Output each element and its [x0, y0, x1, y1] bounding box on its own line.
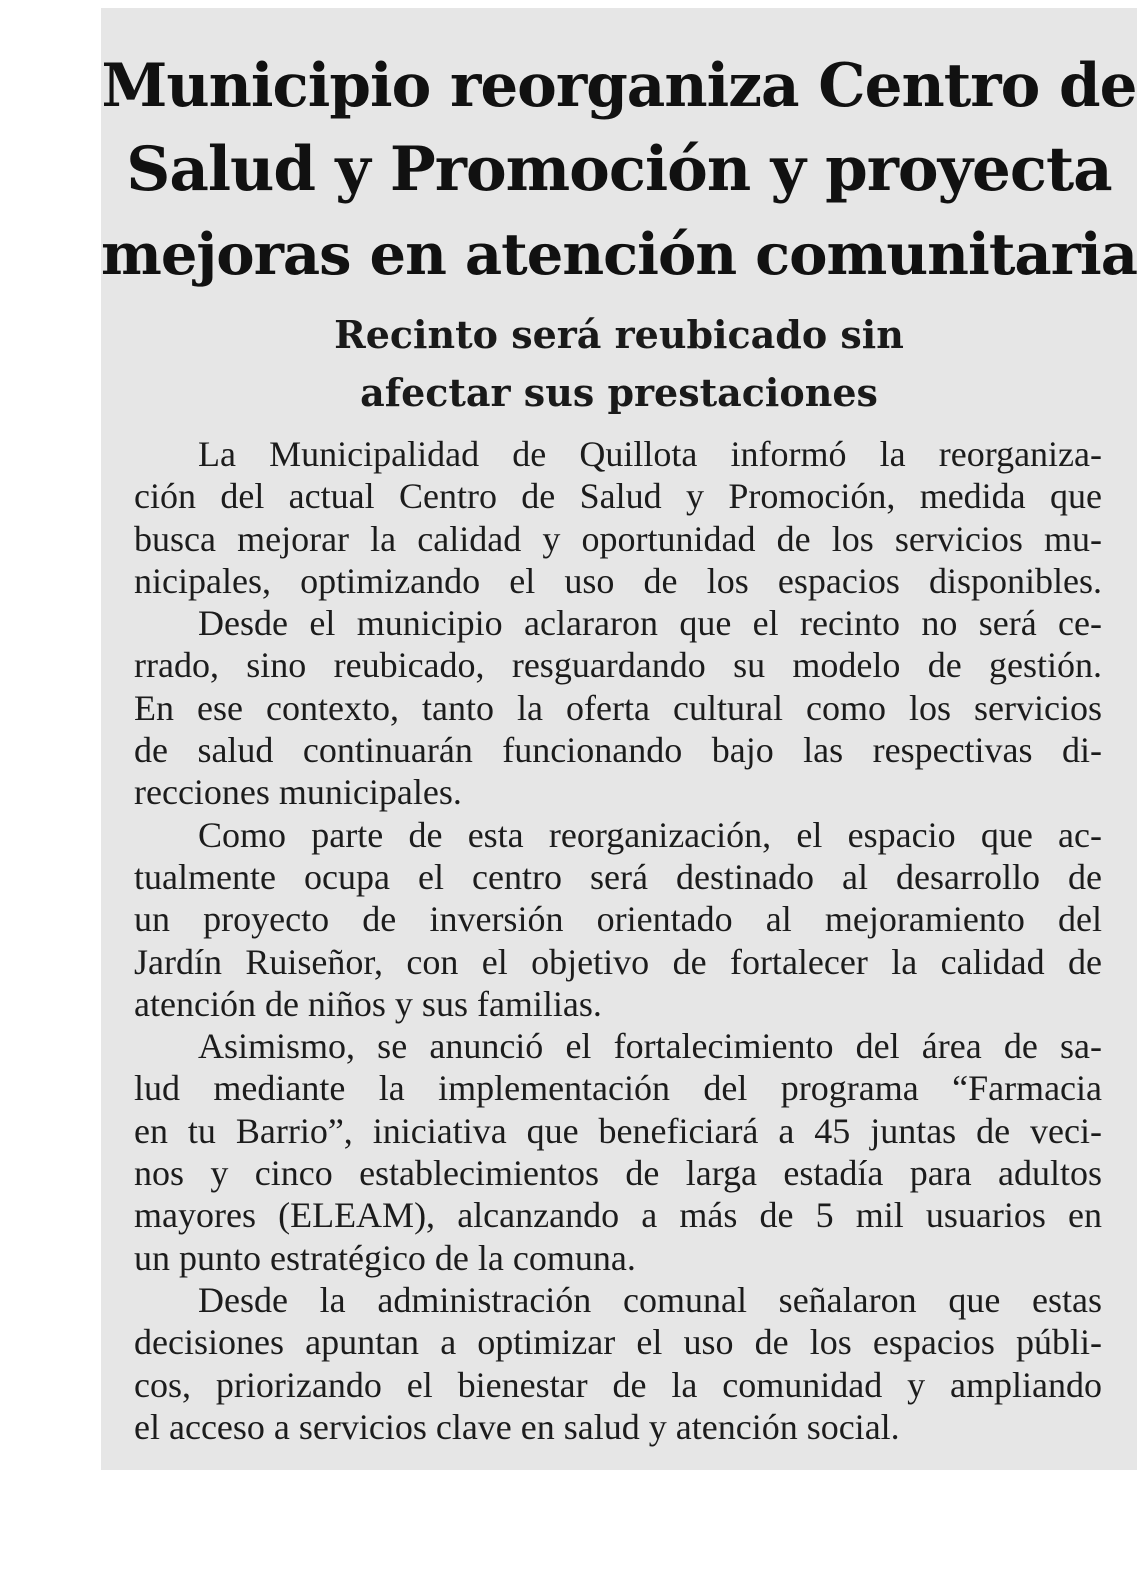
body-line: un proyecto de inversión orientado al mejoramiento del: [134, 899, 1102, 940]
body-line: Desde el municipio aclararon que el recinto no será ce-: [198, 603, 1102, 644]
paragraph-3: [134, 814, 1102, 1025]
body-line: en tu Barrio”, iniciativa que beneficiará a 45 juntas de veci-: [134, 1110, 1102, 1151]
paragraph-2: [134, 602, 1102, 813]
subheadline-line: Recinto será reubicado sin: [334, 312, 904, 357]
paragraph-4: [134, 1025, 1102, 1279]
body-line: decisiones apuntan a optimizar el uso de los espacios públi-: [134, 1322, 1102, 1363]
body-line: Como parte de esta reorganización, el espacio que ac-: [198, 814, 1102, 855]
body-line: ción del actual Centro de Salud y Promoción, medida que: [134, 476, 1102, 517]
body-line: nicipales, optimizando el uso de los espacios disponibles.: [134, 560, 1102, 601]
headline: [101, 44, 1137, 296]
headline-line: Salud y Promoción y proyecta: [126, 134, 1112, 205]
headline-line: Municipio reorganiza Centro de: [101, 51, 1137, 121]
body-line: Asimismo, se anunció el fortalecimiento del área de sa-: [198, 1026, 1102, 1067]
body-line: cos, priorizando el bienestar de la comunidad y ampliando: [134, 1364, 1102, 1405]
subheadline-line: afectar sus prestaciones: [360, 370, 878, 415]
headline-line: mejoras en atención comunitaria: [101, 220, 1137, 288]
news-clipping: [101, 8, 1137, 1470]
body-line: La Municipalidad de Quillota informó la reorganiza-: [198, 434, 1102, 474]
body-line: mayores (ELEAM), alcanzando a más de 5 mil usuarios en: [134, 1195, 1102, 1236]
body-line: Desde la administración comunal señalaron que estas: [198, 1279, 1102, 1320]
body-line: el acceso a servicios clave en salud y atención social.: [134, 1406, 900, 1447]
body-line: tualmente ocupa el centro será destinado al desarrollo de: [134, 856, 1102, 897]
body-line: nos y cinco establecimientos de larga estadía para adultos: [134, 1153, 1102, 1194]
article-body: [134, 433, 1102, 1448]
body-line: rrado, sino reubicado, resguardando su modelo de gestión.: [134, 645, 1102, 686]
body-line: un punto estratégico de la comuna.: [134, 1237, 636, 1278]
body-line: de salud continuarán funcionando bajo las respectivas di-: [134, 730, 1102, 771]
body-line: Jardín Ruiseñor, con el objetivo de fortalecer la calidad de: [134, 941, 1102, 982]
subheadline: [101, 306, 1137, 422]
body-line: En ese contexto, tanto la oferta cultural como los servicios: [134, 687, 1102, 728]
body-line: busca mejorar la calidad y oportunidad de los servicios mu-: [134, 518, 1102, 559]
paragraph-1: [134, 433, 1102, 602]
body-line: lud mediante la implementación del programa “Farmacia: [134, 1068, 1102, 1109]
body-line: recciones municipales.: [134, 772, 462, 813]
body-line: atención de niños y sus familias.: [134, 983, 602, 1024]
paragraph-5: [134, 1279, 1102, 1448]
